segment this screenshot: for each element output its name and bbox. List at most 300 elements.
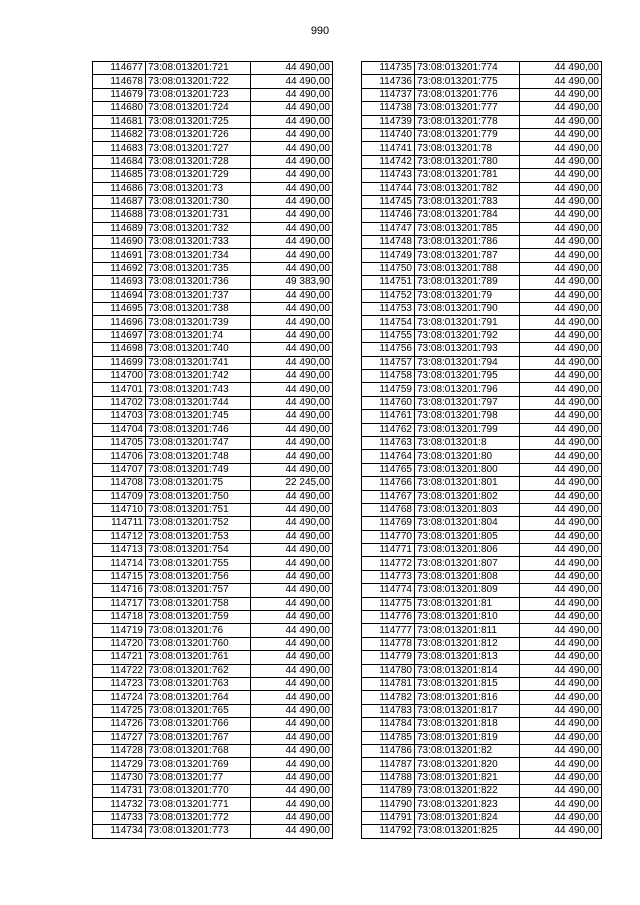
row-number-cell: 114699	[93, 356, 146, 369]
cadastral-number-cell: 73:08:013201:750	[146, 490, 251, 503]
value-cell: 44 490,00	[520, 88, 602, 101]
right-table	[361, 61, 602, 839]
value-cell: 44 490,00	[251, 731, 333, 744]
cadastral-number-cell: 73:08:013201:821	[415, 771, 520, 784]
row-number-cell: 114743	[362, 169, 415, 182]
value-cell: 44 490,00	[520, 142, 602, 155]
row-number-cell: 114723	[93, 677, 146, 690]
cadastral-number-cell: 73:08:013201:768	[146, 744, 251, 757]
row-number-cell: 114745	[362, 195, 415, 208]
cadastral-number-cell: 73:08:013201:813	[415, 651, 520, 664]
value-cell: 44 490,00	[251, 691, 333, 704]
value-cell: 44 490,00	[251, 369, 333, 382]
cadastral-number-cell: 73:08:013201:764	[146, 691, 251, 704]
value-cell: 44 490,00	[251, 611, 333, 624]
table-row	[93, 611, 333, 624]
table-row	[362, 611, 602, 624]
table-row	[362, 356, 602, 369]
value-cell: 44 490,00	[520, 557, 602, 570]
cadastral-number-cell: 73:08:013201:797	[415, 396, 520, 409]
row-number-cell: 114756	[362, 343, 415, 356]
table-row	[93, 691, 333, 704]
row-number-cell: 114694	[93, 289, 146, 302]
cadastral-number-cell: 73:08:013201:776	[415, 88, 520, 101]
table-row	[362, 316, 602, 329]
cadastral-number-cell: 73:08:013201:740	[146, 343, 251, 356]
cadastral-number-cell: 73:08:013201:782	[415, 182, 520, 195]
cadastral-number-cell: 73:08:013201:825	[415, 825, 520, 838]
cadastral-number-cell: 73:08:013201:787	[415, 249, 520, 262]
row-number-cell: 114773	[362, 570, 415, 583]
table-row	[93, 771, 333, 784]
cadastral-number-cell: 73:08:013201:736	[146, 276, 251, 289]
row-number-cell: 114753	[362, 303, 415, 316]
value-cell: 44 490,00	[251, 75, 333, 88]
row-number-cell: 114684	[93, 155, 146, 168]
value-cell: 44 490,00	[520, 758, 602, 771]
row-number-cell: 114709	[93, 490, 146, 503]
table-row	[93, 182, 333, 195]
cadastral-number-cell: 73:08:013201:812	[415, 637, 520, 650]
table-row	[362, 383, 602, 396]
table-row	[362, 557, 602, 570]
cadastral-number-cell: 73:08:013201:747	[146, 436, 251, 449]
table-row	[362, 744, 602, 757]
value-cell: 44 490,00	[520, 356, 602, 369]
cadastral-number-cell: 73:08:013201:793	[415, 343, 520, 356]
table-row	[93, 88, 333, 101]
table-row	[93, 383, 333, 396]
value-cell: 44 490,00	[520, 677, 602, 690]
row-number-cell: 114685	[93, 169, 146, 182]
row-number-cell: 114704	[93, 423, 146, 436]
value-cell: 44 490,00	[520, 450, 602, 463]
table-row	[93, 169, 333, 182]
table-row	[362, 142, 602, 155]
value-cell: 44 490,00	[520, 771, 602, 784]
value-cell: 44 490,00	[520, 128, 602, 141]
row-number-cell: 114689	[93, 222, 146, 235]
value-cell: 44 490,00	[251, 249, 333, 262]
row-number-cell: 114746	[362, 209, 415, 222]
row-number-cell: 114763	[362, 436, 415, 449]
cadastral-number-cell: 73:08:013201:784	[415, 209, 520, 222]
row-number-cell: 114707	[93, 463, 146, 476]
row-number-cell: 114711	[93, 517, 146, 530]
value-cell: 44 490,00	[520, 249, 602, 262]
table-row	[93, 718, 333, 731]
row-number-cell: 114710	[93, 503, 146, 516]
value-cell: 44 490,00	[520, 530, 602, 543]
cadastral-number-cell: 73:08:013201:759	[146, 611, 251, 624]
cadastral-number-cell: 73:08:013201:74	[146, 329, 251, 342]
cadastral-number-cell: 73:08:013201:757	[146, 584, 251, 597]
row-number-cell: 114697	[93, 329, 146, 342]
cadastral-number-cell: 73:08:013201:73	[146, 182, 251, 195]
row-number-cell: 114730	[93, 771, 146, 784]
table-row	[93, 289, 333, 302]
cadastral-number-cell: 73:08:013201:729	[146, 169, 251, 182]
row-number-cell: 114789	[362, 785, 415, 798]
value-cell: 44 490,00	[251, 343, 333, 356]
cadastral-number-cell: 73:08:013201:783	[415, 195, 520, 208]
table-row	[362, 798, 602, 811]
value-cell: 44 490,00	[520, 155, 602, 168]
value-cell: 44 490,00	[520, 544, 602, 557]
row-number-cell: 114786	[362, 744, 415, 757]
value-cell: 44 490,00	[251, 771, 333, 784]
cadastral-number-cell: 73:08:013201:735	[146, 262, 251, 275]
value-cell: 44 490,00	[251, 222, 333, 235]
table-row	[362, 503, 602, 516]
table-row	[362, 249, 602, 262]
row-number-cell: 114752	[362, 289, 415, 302]
table-row	[93, 744, 333, 757]
row-number-cell: 114783	[362, 704, 415, 717]
cadastral-number-cell: 73:08:013201:737	[146, 289, 251, 302]
value-cell: 44 490,00	[251, 530, 333, 543]
cadastral-number-cell: 73:08:013201:814	[415, 664, 520, 677]
table-row	[93, 584, 333, 597]
cadastral-number-cell: 73:08:013201:804	[415, 517, 520, 530]
value-cell: 44 490,00	[520, 62, 602, 75]
row-number-cell: 114703	[93, 410, 146, 423]
value-cell: 44 490,00	[520, 463, 602, 476]
row-number-cell: 114702	[93, 396, 146, 409]
table-row	[93, 316, 333, 329]
row-number-cell: 114726	[93, 718, 146, 731]
value-cell: 44 490,00	[251, 544, 333, 557]
cadastral-number-cell: 73:08:013201:733	[146, 236, 251, 249]
value-cell: 44 490,00	[520, 303, 602, 316]
value-cell: 44 490,00	[251, 195, 333, 208]
cadastral-number-cell: 73:08:013201:767	[146, 731, 251, 744]
cadastral-number-cell: 73:08:013201:8	[415, 436, 520, 449]
cadastral-number-cell: 73:08:013201:769	[146, 758, 251, 771]
value-cell: 44 490,00	[520, 102, 602, 115]
value-cell: 44 490,00	[520, 182, 602, 195]
cadastral-number-cell: 73:08:013201:734	[146, 249, 251, 262]
row-number-cell: 114722	[93, 664, 146, 677]
row-number-cell: 114755	[362, 329, 415, 342]
table-row	[362, 169, 602, 182]
value-cell: 44 490,00	[520, 584, 602, 597]
cadastral-number-cell: 73:08:013201:727	[146, 142, 251, 155]
row-number-cell: 114677	[93, 62, 146, 75]
row-number-cell: 114764	[362, 450, 415, 463]
value-cell: 44 490,00	[520, 410, 602, 423]
value-cell: 44 490,00	[251, 236, 333, 249]
row-number-cell: 114686	[93, 182, 146, 195]
table-row	[362, 651, 602, 664]
value-cell: 44 490,00	[520, 262, 602, 275]
row-number-cell: 114713	[93, 544, 146, 557]
table-row	[93, 637, 333, 650]
cadastral-number-cell: 73:08:013201:721	[146, 62, 251, 75]
cadastral-number-cell: 73:08:013201:723	[146, 88, 251, 101]
value-cell: 44 490,00	[251, 396, 333, 409]
table-row	[362, 369, 602, 382]
table-row	[362, 517, 602, 530]
table-row	[362, 303, 602, 316]
table-row	[93, 704, 333, 717]
row-number-cell: 114738	[362, 102, 415, 115]
row-number-cell: 114751	[362, 276, 415, 289]
value-cell: 44 490,00	[520, 611, 602, 624]
cadastral-number-cell: 73:08:013201:755	[146, 557, 251, 570]
cadastral-number-cell: 73:08:013201:775	[415, 75, 520, 88]
cadastral-number-cell: 73:08:013201:799	[415, 423, 520, 436]
table-row	[93, 570, 333, 583]
value-cell: 44 490,00	[520, 490, 602, 503]
table-row	[362, 115, 602, 128]
cadastral-number-cell: 73:08:013201:820	[415, 758, 520, 771]
table-row	[93, 423, 333, 436]
value-cell: 44 490,00	[520, 597, 602, 610]
row-number-cell: 114791	[362, 811, 415, 824]
table-row	[93, 557, 333, 570]
value-cell: 44 490,00	[251, 744, 333, 757]
value-cell: 44 490,00	[251, 597, 333, 610]
table-row	[362, 490, 602, 503]
table-row	[93, 624, 333, 637]
table-row	[362, 450, 602, 463]
row-number-cell: 114729	[93, 758, 146, 771]
cadastral-number-cell: 73:08:013201:823	[415, 798, 520, 811]
row-number-cell: 114719	[93, 624, 146, 637]
table-row	[93, 731, 333, 744]
table-row	[362, 530, 602, 543]
table-row	[362, 811, 602, 824]
cadastral-number-cell: 73:08:013201:779	[415, 128, 520, 141]
value-cell: 44 490,00	[520, 383, 602, 396]
table-row	[362, 236, 602, 249]
table-row	[362, 423, 602, 436]
row-number-cell: 114701	[93, 383, 146, 396]
value-cell: 44 490,00	[251, 209, 333, 222]
row-number-cell: 114760	[362, 396, 415, 409]
row-number-cell: 114700	[93, 369, 146, 382]
value-cell: 44 490,00	[520, 691, 602, 704]
value-cell: 44 490,00	[251, 637, 333, 650]
table-row	[93, 209, 333, 222]
table-row	[93, 396, 333, 409]
row-number-cell: 114771	[362, 544, 415, 557]
table-row	[93, 329, 333, 342]
value-cell: 44 490,00	[520, 316, 602, 329]
cadastral-number-cell: 73:08:013201:816	[415, 691, 520, 704]
cadastral-number-cell: 73:08:013201:788	[415, 262, 520, 275]
page-number: 990	[310, 25, 330, 37]
value-cell: 44 490,00	[251, 102, 333, 115]
value-cell: 44 490,00	[251, 155, 333, 168]
cadastral-number-cell: 73:08:013201:817	[415, 704, 520, 717]
cadastral-number-cell: 73:08:013201:777	[415, 102, 520, 115]
value-cell: 44 490,00	[251, 450, 333, 463]
table-row	[93, 115, 333, 128]
row-number-cell: 114708	[93, 477, 146, 490]
row-number-cell: 114790	[362, 798, 415, 811]
value-cell: 44 490,00	[520, 115, 602, 128]
value-cell: 44 490,00	[520, 222, 602, 235]
cadastral-number-cell: 73:08:013201:808	[415, 570, 520, 583]
value-cell: 44 490,00	[251, 718, 333, 731]
table-row	[93, 262, 333, 275]
table-row	[362, 155, 602, 168]
value-cell: 44 490,00	[251, 169, 333, 182]
table-row	[362, 195, 602, 208]
row-number-cell: 114758	[362, 369, 415, 382]
value-cell: 44 490,00	[520, 624, 602, 637]
value-cell: 44 490,00	[520, 436, 602, 449]
table-row	[362, 544, 602, 557]
value-cell: 44 490,00	[251, 517, 333, 530]
cadastral-number-cell: 73:08:013201:795	[415, 369, 520, 382]
cadastral-number-cell: 73:08:013201:745	[146, 410, 251, 423]
table-row	[93, 249, 333, 262]
table-row	[93, 142, 333, 155]
table-row	[93, 62, 333, 75]
cadastral-number-cell: 73:08:013201:728	[146, 155, 251, 168]
row-number-cell: 114749	[362, 249, 415, 262]
value-cell: 44 490,00	[251, 128, 333, 141]
row-number-cell: 114688	[93, 209, 146, 222]
table-row	[93, 825, 333, 838]
cadastral-number-cell: 73:08:013201:761	[146, 651, 251, 664]
cadastral-number-cell: 73:08:013201:80	[415, 450, 520, 463]
cadastral-number-cell: 73:08:013201:75	[146, 477, 251, 490]
table-row	[93, 450, 333, 463]
row-number-cell: 114748	[362, 236, 415, 249]
table-row	[362, 664, 602, 677]
cadastral-number-cell: 73:08:013201:81	[415, 597, 520, 610]
row-number-cell: 114781	[362, 677, 415, 690]
row-number-cell: 114727	[93, 731, 146, 744]
row-number-cell: 114696	[93, 316, 146, 329]
cadastral-number-cell: 73:08:013201:807	[415, 557, 520, 570]
cadastral-number-cell: 73:08:013201:822	[415, 785, 520, 798]
value-cell: 44 490,00	[251, 463, 333, 476]
table-row	[93, 798, 333, 811]
table-row	[93, 490, 333, 503]
cadastral-number-cell: 73:08:013201:760	[146, 637, 251, 650]
table-row	[93, 102, 333, 115]
value-cell: 44 490,00	[251, 758, 333, 771]
value-cell: 44 490,00	[520, 637, 602, 650]
row-number-cell: 114678	[93, 75, 146, 88]
value-cell: 44 490,00	[251, 785, 333, 798]
table-row	[93, 677, 333, 690]
row-number-cell: 114737	[362, 88, 415, 101]
table-row	[93, 503, 333, 516]
row-number-cell: 114777	[362, 624, 415, 637]
row-number-cell: 114706	[93, 450, 146, 463]
row-number-cell: 114721	[93, 651, 146, 664]
cadastral-number-cell: 73:08:013201:763	[146, 677, 251, 690]
value-cell: 44 490,00	[251, 570, 333, 583]
table-row	[93, 155, 333, 168]
table-row	[93, 128, 333, 141]
value-cell: 44 490,00	[251, 182, 333, 195]
value-cell: 44 490,00	[251, 825, 333, 838]
value-cell: 44 490,00	[251, 262, 333, 275]
cadastral-number-cell: 73:08:013201:746	[146, 423, 251, 436]
table-row	[362, 75, 602, 88]
cadastral-number-cell: 73:08:013201:810	[415, 611, 520, 624]
cadastral-number-cell: 73:08:013201:792	[415, 329, 520, 342]
row-number-cell: 114768	[362, 503, 415, 516]
row-number-cell: 114717	[93, 597, 146, 610]
value-cell: 44 490,00	[251, 88, 333, 101]
row-number-cell: 114787	[362, 758, 415, 771]
row-number-cell: 114744	[362, 182, 415, 195]
row-number-cell: 114754	[362, 316, 415, 329]
table-row	[362, 329, 602, 342]
row-number-cell: 114705	[93, 436, 146, 449]
value-cell: 44 490,00	[251, 356, 333, 369]
table-row	[93, 477, 333, 490]
cadastral-number-cell: 73:08:013201:818	[415, 718, 520, 731]
table-row	[93, 343, 333, 356]
row-number-cell: 114782	[362, 691, 415, 704]
table-row	[362, 62, 602, 75]
row-number-cell: 114770	[362, 530, 415, 543]
table-row	[362, 691, 602, 704]
cadastral-number-cell: 73:08:013201:751	[146, 503, 251, 516]
cadastral-number-cell: 73:08:013201:819	[415, 731, 520, 744]
row-number-cell: 114682	[93, 128, 146, 141]
table-row	[362, 436, 602, 449]
value-cell: 44 490,00	[251, 62, 333, 75]
value-cell: 44 490,00	[520, 517, 602, 530]
cadastral-number-cell: 73:08:013201:800	[415, 463, 520, 476]
cadastral-number-cell: 73:08:013201:798	[415, 410, 520, 423]
value-cell: 44 490,00	[251, 303, 333, 316]
cadastral-number-cell: 73:08:013201:766	[146, 718, 251, 731]
cadastral-number-cell: 73:08:013201:806	[415, 544, 520, 557]
table-row	[362, 102, 602, 115]
row-number-cell: 114698	[93, 343, 146, 356]
table-row	[93, 664, 333, 677]
row-number-cell: 114725	[93, 704, 146, 717]
row-number-cell: 114784	[362, 718, 415, 731]
table-row	[93, 597, 333, 610]
value-cell: 44 490,00	[251, 490, 333, 503]
cadastral-number-cell: 73:08:013201:771	[146, 798, 251, 811]
value-cell: 44 490,00	[251, 677, 333, 690]
value-cell: 44 490,00	[520, 209, 602, 222]
value-cell: 44 490,00	[251, 624, 333, 637]
row-number-cell: 114775	[362, 597, 415, 610]
table-row	[362, 289, 602, 302]
cadastral-number-cell: 73:08:013201:781	[415, 169, 520, 182]
cadastral-number-cell: 73:08:013201:765	[146, 704, 251, 717]
row-number-cell: 114712	[93, 530, 146, 543]
cadastral-number-cell: 73:08:013201:774	[415, 62, 520, 75]
value-cell: 44 490,00	[251, 503, 333, 516]
cadastral-number-cell: 73:08:013201:786	[415, 236, 520, 249]
table-row	[93, 758, 333, 771]
cadastral-number-cell: 73:08:013201:811	[415, 624, 520, 637]
table-row	[362, 570, 602, 583]
value-cell: 44 490,00	[520, 785, 602, 798]
row-number-cell: 114778	[362, 637, 415, 650]
value-cell: 44 490,00	[251, 664, 333, 677]
table-row	[362, 128, 602, 141]
row-number-cell: 114734	[93, 825, 146, 838]
value-cell: 44 490,00	[251, 289, 333, 302]
cadastral-number-cell: 73:08:013201:743	[146, 383, 251, 396]
